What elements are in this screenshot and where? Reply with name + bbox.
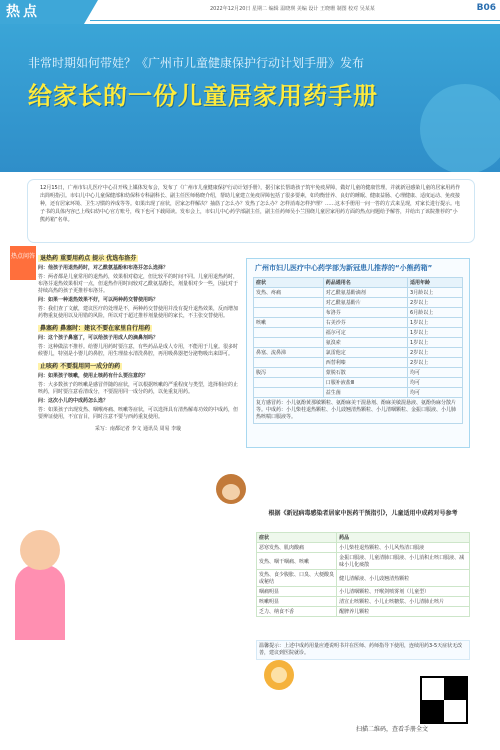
- child-head: [20, 530, 60, 570]
- table-row: [254, 288, 463, 298]
- table-cell: [254, 308, 324, 318]
- top-rule: [90, 20, 500, 21]
- qr-code[interactable]: [420, 676, 468, 724]
- question: 问：他孩子用退热药时，对乙酰氨基酚和布洛芬怎么选择？: [38, 265, 169, 271]
- child-body: [15, 565, 65, 640]
- table-cell: 6月龄以上: [408, 308, 463, 318]
- side-tag: 热点问答: [10, 246, 36, 280]
- table-cell: 发热、疼痛: [254, 288, 324, 298]
- footnote: 温馨提示：上述中成药用量应遵说明书并在医师、药师指导下使用，连续用药3-5天症状无改善，建议到医院就诊。: [256, 640, 470, 660]
- table-cell: [254, 328, 324, 338]
- table-cell: 乏力、纳食不香: [257, 607, 337, 617]
- monkey-illustration: [212, 470, 250, 514]
- answer: 答：大多数孩子的咳嗽是感冒伴随的症状，可以根据咳嗽的严重程度与类型，选择相应的止咳药，同时要注意看清成分，不要混用同一成分的药，以免重复用药。: [38, 382, 239, 395]
- table-note: 复方感冒药：小儿氨酚黄那敏颗粒、氨酚麻美干混悬剂、酚麻美敏混悬液、氨酚伪麻分散片等。中成药：小儿柴桂退热颗粒、小儿豉翘清热颗粒、小儿清咽颗粒、金振口服液、小儿肺热咳喘口服液等。: [254, 398, 463, 424]
- subtitle: 非常时期如何带娃？《广州市儿童健康保护行动计划手册》发布: [28, 56, 365, 70]
- table-row: [254, 328, 463, 338]
- table-row: [254, 348, 463, 358]
- table-cell: 3月龄以上: [408, 288, 463, 298]
- answer: 答：这种做法不推荐。给婴儿用药时要注意，有些药品是成人专用，不能用于儿童。很多时候婴儿，特别是小婴儿的鼻腔，用生理盐水清洗鼻腔，再用吸鼻器把分泌物吸出来即可。: [38, 344, 239, 357]
- table-cell: 醒脾养儿颗粒: [337, 607, 470, 617]
- table-row: [254, 318, 463, 328]
- headline: 给家长的一份儿童居家用药手册: [28, 82, 378, 110]
- table-cell: 咳嗽: [254, 318, 324, 328]
- table-cell: [254, 388, 324, 398]
- qr-caption: 扫描二维码，查看手册全文: [356, 726, 429, 733]
- child-illustration: [10, 520, 70, 640]
- table-cell: 均可: [408, 368, 463, 378]
- table-row: [257, 543, 470, 553]
- lion-face: [271, 667, 287, 683]
- table-cell: 咽痛明显: [257, 587, 337, 597]
- tcm-caption: 根据《新冠病毒感染者居家中医药干预指引》，儿童适用中成药对号参考: [268, 510, 458, 517]
- panel-title: 广州市妇儿医疗中心药学部为新冠患儿推荐的“小熊药箱”: [255, 264, 433, 272]
- table-row: [257, 587, 470, 597]
- question: 问：如果一种退热效果不好，可以两种药交替使用吗？: [38, 297, 159, 303]
- table-cell: 健儿清解液、小儿豉翘清热颗粒: [337, 570, 470, 587]
- table-cell: 福尔可定: [323, 328, 407, 338]
- section-heading: [38, 323, 238, 332]
- section-badge: 热点: [0, 0, 84, 24]
- table-row: [254, 298, 463, 308]
- table-cell: 蒙脱石散: [323, 368, 407, 378]
- question: 问：这次小儿的中成药怎么选？: [38, 398, 109, 404]
- table-cell: 对乙酰氨基酚滴剂: [323, 288, 407, 298]
- tcm-table: [256, 532, 470, 617]
- table-cell: [254, 338, 324, 348]
- table-cell: [254, 298, 324, 308]
- table-cell: 2岁以上: [408, 298, 463, 308]
- medicine-box-panel: [246, 258, 470, 448]
- table-row: [254, 398, 463, 424]
- intro-paragraph: 12月15日，广州市妇儿医疗中心召开线上媒体发布会，发布了《广州市儿童健康保护行动计划手册》，据引家长帮助孩子筑牢免疫屏障，做好儿童的健康管理，并就新冠感染儿童的居家用药作出简明指引。市妇儿中心儿童保健部和幼保科专科副科长、副主任医师杨晓介绍，帮助儿童建立免疫屏障包括了很多要素，如均衡营养、良好的睡眠、健康益肠、心理健康、适度运动、免疫接种，还有居家环境、卫生习惯的养成等等。如果出现了症状，居家怎样解决？抽筋了怎么办？发热了怎么办？怎样消毒怎样护理？……这本手册用一问一答的方式来呈现，对家长进行提示。电子书的具体内容已上线妇幼中心官方账号，线下也可下载阅读。发布会上，市妇儿中心药学部副主任，副主任药师吴小兰围绕儿童居家用药方面的热点问题给予解答，并给出了该院推荐的“小熊药箱”名单。: [40, 185, 461, 223]
- table-cell: 益生菌: [323, 388, 407, 398]
- table-row: [257, 570, 470, 587]
- table-cell: 布洛芬: [323, 308, 407, 318]
- table-row: [254, 388, 463, 398]
- medicine-table: [253, 277, 463, 424]
- table-cell: 发热、食少腹胀、口臭、大便酸臭或秘结: [257, 570, 337, 587]
- table-header: 症状: [254, 278, 324, 288]
- section-heading-text: 鼻塞药 鼻塞时：建议不要在家里自行用药: [40, 325, 151, 332]
- hero-banner: [0, 24, 500, 172]
- table-cell: 均可: [408, 378, 463, 388]
- table-cell: 2岁以上: [408, 348, 463, 358]
- table-cell: 口服补液盐Ⅲ: [323, 378, 407, 388]
- table-header: 药品: [337, 533, 470, 543]
- table-header: 药品通用名: [323, 278, 407, 288]
- table-cell: 氨溴索: [323, 338, 407, 348]
- section-heading: [38, 361, 238, 370]
- answer: 答：我们查了文献，建议医疗的处理是不，两种药交替使用并没有提升退热效果，反而增加药物重复使用以及用错的风险，所以对于超过推荐剂量使用的家长，不主张交替使用。: [38, 306, 239, 319]
- table-cell: 1岁以上: [408, 318, 463, 328]
- table-cell: 氯雷他定: [323, 348, 407, 358]
- table-cell: 恶寒发热、肌肉酸痛: [257, 543, 337, 553]
- table-cell: 右美沙芬: [323, 318, 407, 328]
- table-cell: [254, 378, 324, 388]
- masthead: [0, 0, 500, 24]
- table-row: [254, 338, 463, 348]
- table-row: [254, 308, 463, 318]
- table-cell: 1岁以上: [408, 328, 463, 338]
- page-number: B06: [476, 3, 496, 13]
- monkey-face: [222, 484, 240, 500]
- byline: 采写：南都记者 李文 通讯员 周易 李璇: [94, 426, 182, 432]
- table-header: 症状: [257, 533, 337, 543]
- table-cell: 1岁以上: [408, 338, 463, 348]
- table-cell: 西替利嗪: [323, 358, 407, 368]
- table-cell: 2岁以上: [408, 358, 463, 368]
- table-cell: 清宣止咳颗粒、小儿止咳糖浆、小儿清肺止咳片: [337, 597, 470, 607]
- table-row: [257, 553, 470, 570]
- dateline: 2022年12月20日 星期二 编辑 温晓瑛 美编 设计 王晓珊 制图 校对 吴某某: [210, 6, 375, 12]
- table-row: [257, 597, 470, 607]
- hero-decoration: [420, 84, 500, 172]
- table-cell: 对乙酰氨基酚片: [323, 298, 407, 308]
- table-header: 适用年龄: [408, 278, 463, 288]
- question: 问：如果孩子咳嗽，使用止咳药有什么要注意的？: [38, 373, 149, 379]
- table-cell: 金振口服液、儿童清肺口服液、小儿消积止咳口服液、减味小儿化痰散: [337, 553, 470, 570]
- section-heading-text: 止咳药 不要混用同一成分的药: [40, 363, 121, 370]
- table-cell: 小儿柴桂退热颗粒、小儿风热清口服液: [337, 543, 470, 553]
- lion-illustration: [264, 660, 294, 690]
- table-row: [254, 378, 463, 388]
- table-cell: 腹泻: [254, 368, 324, 378]
- intro-card: [28, 180, 474, 242]
- qa-column: [38, 250, 238, 720]
- table-cell: 咳嗽明显: [257, 597, 337, 607]
- table-cell: 均可: [408, 388, 463, 398]
- answer: 答：两者都是儿童常用的退热药，效果相对稳定，但比较平的时间不同。儿童用退热药时，布洛芬退热效果相对一点，但退热作用时间较对乙酰氨基酚长，剂量相对少一些，因此对于持续高热的孩子更推荐布洛芬。: [38, 274, 239, 294]
- table-row: [254, 358, 463, 368]
- answer: 答：如果孩子出现发热、咽喉疼痛、咳嗽等症状，可以选择具有清热解毒功效的中成药，但要辨证使用，不宜盲目，同时注意不要与西药重复使用。: [38, 407, 239, 420]
- section-heading: [38, 253, 238, 262]
- table-row: [257, 607, 470, 617]
- section-heading-text: 退热药 重要用药点 提示 优选布洛芬: [40, 255, 137, 262]
- question: 问：这个孩子鼻塞了，可以给孩子用成人的滴鼻剂吗？: [38, 335, 159, 341]
- table-row: [254, 368, 463, 378]
- table-cell: 发热、咽干咽痛、咳嗽: [257, 553, 337, 570]
- table-cell: 鼻塞、流鼻涕: [254, 348, 324, 358]
- table-cell: 小儿清咽颗粒、开喉剑喷雾剂（儿童型）: [337, 587, 470, 597]
- table-cell: [254, 358, 324, 368]
